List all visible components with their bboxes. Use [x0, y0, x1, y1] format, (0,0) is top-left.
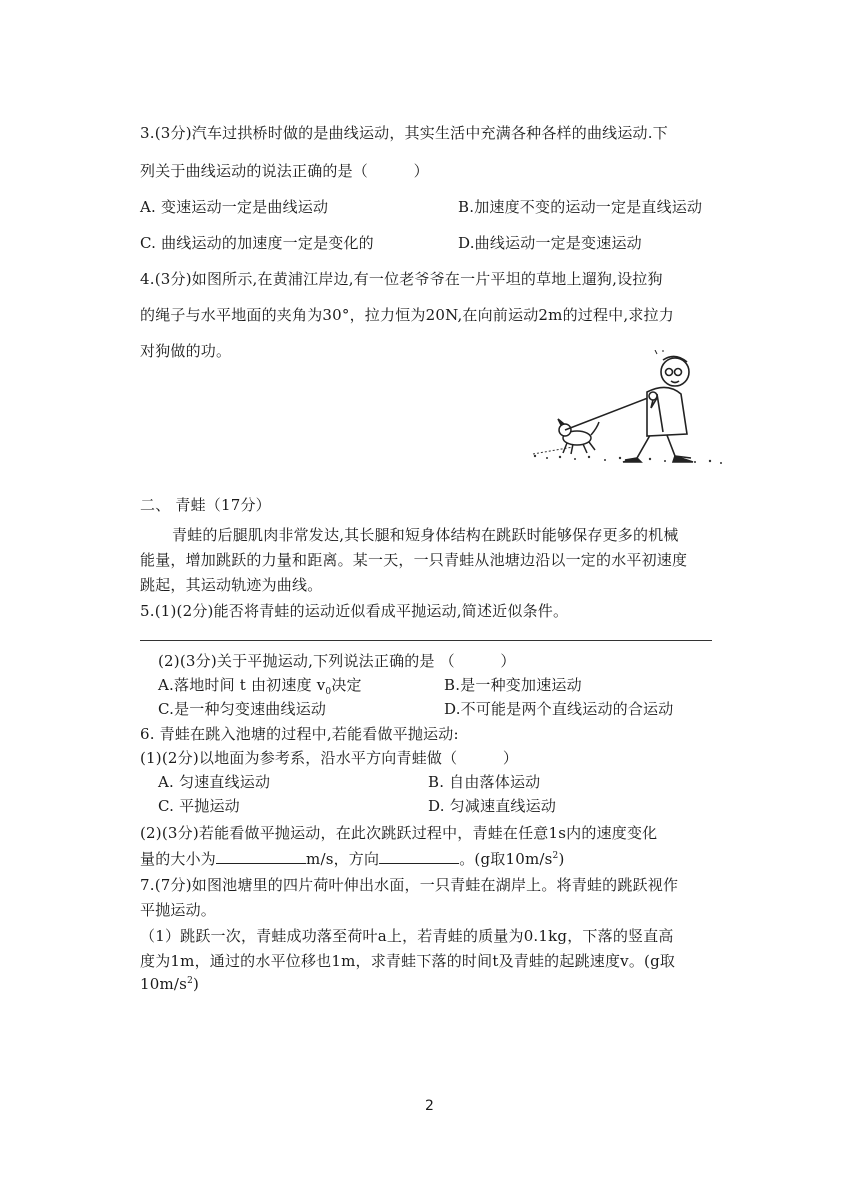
q3-option-c: C. 曲线运动的加速度一定是变化的 [140, 234, 374, 252]
q6-part2-line2: 量的大小为 m/s，方向 。(g取$10m/s^2$) [140, 850, 565, 868]
q3-line1: 3.(3分)汽车过拱桥时做的是曲线运动，其实生活中充满各种各样的曲线运动.下 [140, 124, 668, 142]
q5-part1: 5.(1)(2分)能否将青蛙的运动近似看成平抛运动,简述近似条件。 [140, 602, 569, 620]
section-title: 二、 青蛙（17分） [140, 496, 271, 514]
q4-line2: 的绳子与水平地面的夹角为30°，拉力恒为20N,在向前运动2m的过程中,求拉力 [140, 306, 674, 324]
q3-option-b: B.加速度不变的运动一定是直线运动 [458, 198, 703, 216]
q5-answer-line[interactable] [140, 640, 712, 641]
q6-part2-line1: (2)(3分)若能看做平抛运动，在此次跳跃过程中，青蛙在任意1s内的速度变化 [140, 824, 658, 842]
q4-line3: 对狗做的功。 [140, 342, 232, 360]
section-intro-line1: 青蛙的后腿肌肉非常发达,其长腿和短身体结构在跳跃时能够保存更多的机械 [172, 526, 679, 544]
q7-line5: $10m/s^2$) [140, 975, 200, 993]
q7-line4: 度为1m，通过的水平位移也1m，求青蛙下落的时间t及青蛙的起跳速度v。(g取 [140, 952, 676, 970]
q3-line2: 列关于曲线运动的说法正确的是（ ） [140, 162, 429, 180]
q6-part1: (1)(2分)以地面为参考系，沿水平方向青蛙做（ ） [140, 749, 519, 767]
q6-option-c: C. 平抛运动 [158, 797, 240, 815]
q5-option-d: D.不可能是两个直线运动的合运动 [444, 700, 674, 718]
q3-option-a: A. 变速运动一定是曲线运动 [140, 198, 329, 216]
q5-option-a: A.落地时间 t 由初速度 $v_0$决定 [158, 676, 362, 697]
q6-option-d: D. 匀减速直线运动 [428, 797, 557, 815]
section-intro-line2: 能量，增加跳跃的力量和距离。某一天，一只青蛙从池塘边沿以一定的水平初速度 [140, 551, 688, 569]
q3-option-d: D.曲线运动一定是变速运动 [458, 234, 642, 252]
q7-line3: （1）跳跃一次，青蛙成功落至荷叶a上，若青蛙的质量为0.1kg，下落的竖直高 [140, 927, 674, 945]
q6-line1: 6. 青蛙在跳入池塘的过程中,若能看做平抛运动: [140, 725, 459, 743]
old-man-walking-dog-illustration [525, 350, 725, 470]
page-number: 2 [425, 1098, 434, 1114]
q6-option-b: B. 自由落体运动 [428, 773, 541, 791]
q7-line2: 平抛运动。 [140, 901, 217, 919]
q4-line1: 4.(3分)如图所示,在黄浦江岸边,有一位老爷爷在一片平坦的草地上遛狗,设拉狗 [140, 270, 663, 288]
q6-direction-blank[interactable] [379, 849, 459, 864]
q6-option-a: A. 匀速直线运动 [158, 773, 271, 791]
q5-option-b: B.是一种变加速运动 [444, 676, 582, 694]
q7-line1: 7.(7分)如图池塘里的四片荷叶伸出水面，一只青蛙在湖岸上。将青蛙的跳跃视作 [140, 876, 679, 894]
q5-part2: (2)(3分)关于平抛运动,下列说法正确的是 （ ） [158, 652, 516, 670]
q5-option-c: C.是一种匀变速曲线运动 [158, 700, 327, 718]
q6-speed-blank[interactable] [216, 849, 306, 864]
section-intro-line3: 跳起，其运动轨迹为曲线。 [140, 576, 323, 594]
